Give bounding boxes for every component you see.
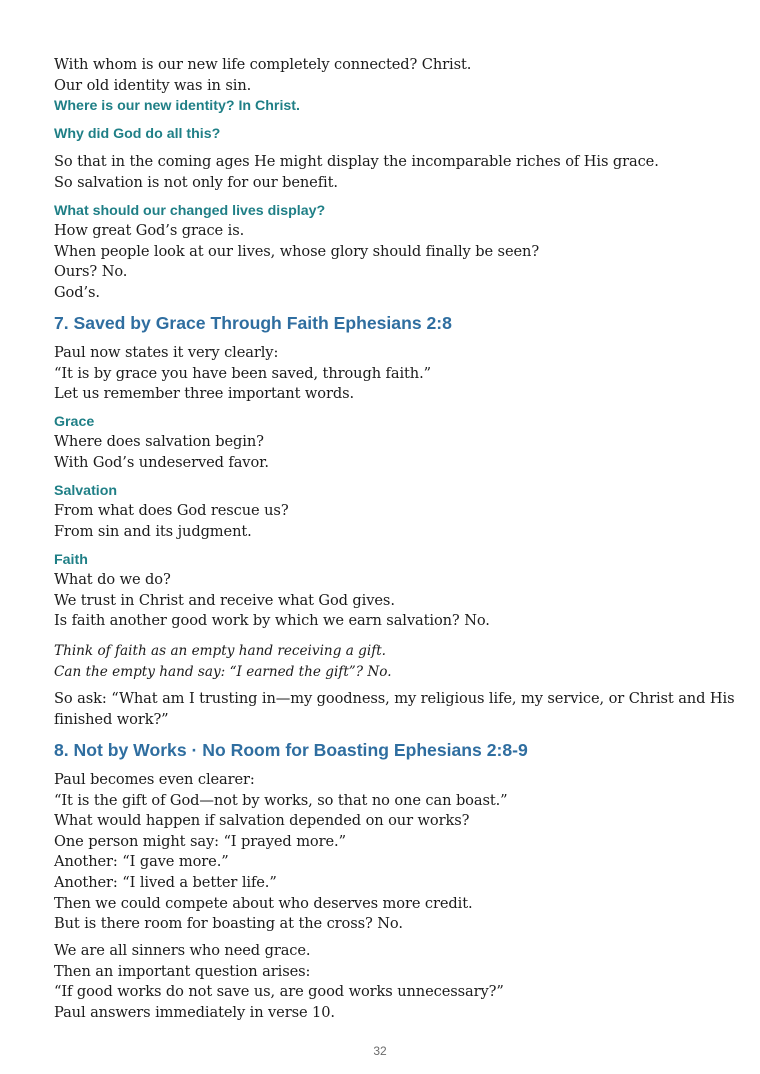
- subheading: Grace: [54, 414, 95, 430]
- grace-block: [54, 412, 714, 473]
- section-heading: 7. Saved by Grace Through Faith Ephesians 2:8: [54, 313, 452, 333]
- text-line: So that in the coming ages He might display the incomparable riches of His grace.: [54, 153, 659, 170]
- text-line: What do we do?: [54, 571, 171, 588]
- question-heading: What should our changed lives display?: [54, 203, 326, 219]
- ask-block: [54, 689, 735, 730]
- text-line: Ours? No.: [54, 263, 128, 281]
- text-line: finished work?”: [54, 710, 169, 728]
- text-line: God’s.: [54, 283, 100, 301]
- section-8-body: [54, 770, 714, 935]
- text-line: One person might say: “I prayed more.”: [54, 832, 346, 850]
- text-line: We trust in Christ and receive what God gives.: [54, 591, 395, 609]
- text-line: “It is the gift of God—not by works, so that no one can boast.”: [54, 791, 508, 809]
- text-line: Another: “I gave more.”: [54, 853, 229, 871]
- text-line: What would happen if salvation depended on our works?: [54, 812, 470, 830]
- subheading: Salvation: [54, 483, 118, 499]
- intro-block: [54, 201, 714, 303]
- question-heading: Where is our new identity? In Christ.: [54, 98, 300, 115]
- text-line: Let us remember three important words.: [54, 385, 355, 403]
- text-line: Paul answers immediately in verse 10.: [54, 1003, 335, 1021]
- italic-block: [54, 641, 714, 682]
- text-line: Is faith another good work by which we earn salvation? No.: [54, 612, 490, 630]
- text-line: “If good works do not save us, are good works unnecessary?”: [54, 983, 504, 1001]
- text-line: But is there room for boasting at the cross? No.: [54, 915, 403, 933]
- intro-block: [54, 55, 714, 116]
- text-line: From sin and its judgment.: [54, 522, 252, 540]
- question-heading: Why did God do all this?: [54, 126, 221, 142]
- section-7: [54, 311, 714, 335]
- text-line: How great God’s grace is.: [54, 222, 245, 239]
- text-line: When people look at our lives, whose glory should finally be seen?: [54, 242, 540, 260]
- text-line: Where does salvation begin?: [54, 433, 264, 450]
- intro-block: [54, 152, 714, 193]
- text-line: Our old identity was in sin.: [54, 76, 252, 94]
- section-7-body: [54, 343, 714, 405]
- text-line: We are all sinners who need grace.: [54, 942, 311, 959]
- text-line: From what does God rescue us?: [54, 502, 289, 519]
- subheading: Faith: [54, 552, 88, 568]
- salvation-block: [54, 481, 714, 542]
- text-line: Paul now states it very clearly:: [54, 344, 279, 361]
- text-line: Another: “I lived a better life.”: [54, 873, 277, 891]
- italic-line: Can the empty hand say: “I earned the gift”? No.: [54, 663, 392, 680]
- section-heading: 8. Not by Works · No Room for Boasting Ephesians 2:8-9: [54, 740, 528, 760]
- text-line: Then an important question arises:: [54, 962, 311, 980]
- intro-block: [54, 124, 714, 144]
- page-number: 32: [373, 1044, 387, 1058]
- text-line: With God’s undeserved favor.: [54, 453, 269, 471]
- italic-line: Think of faith as an empty hand receiving a gift.: [54, 643, 387, 659]
- section-8-body-2: [54, 941, 714, 1023]
- text-line: Then we could compete about who deserves more credit.: [54, 894, 473, 912]
- text-line: So salvation is not only for our benefit.: [54, 173, 338, 191]
- section-8: [54, 738, 714, 762]
- text-line: With whom is our new life completely connected? Christ.: [54, 56, 472, 73]
- faith-block: [54, 550, 714, 632]
- text-line: “It is by grace you have been saved, through faith.”: [54, 364, 431, 382]
- text-line: So ask: “What am I trusting in—my goodness, my religious life, my service, or Christ and His: [54, 690, 735, 707]
- text-line: Paul becomes even clearer:: [54, 771, 255, 788]
